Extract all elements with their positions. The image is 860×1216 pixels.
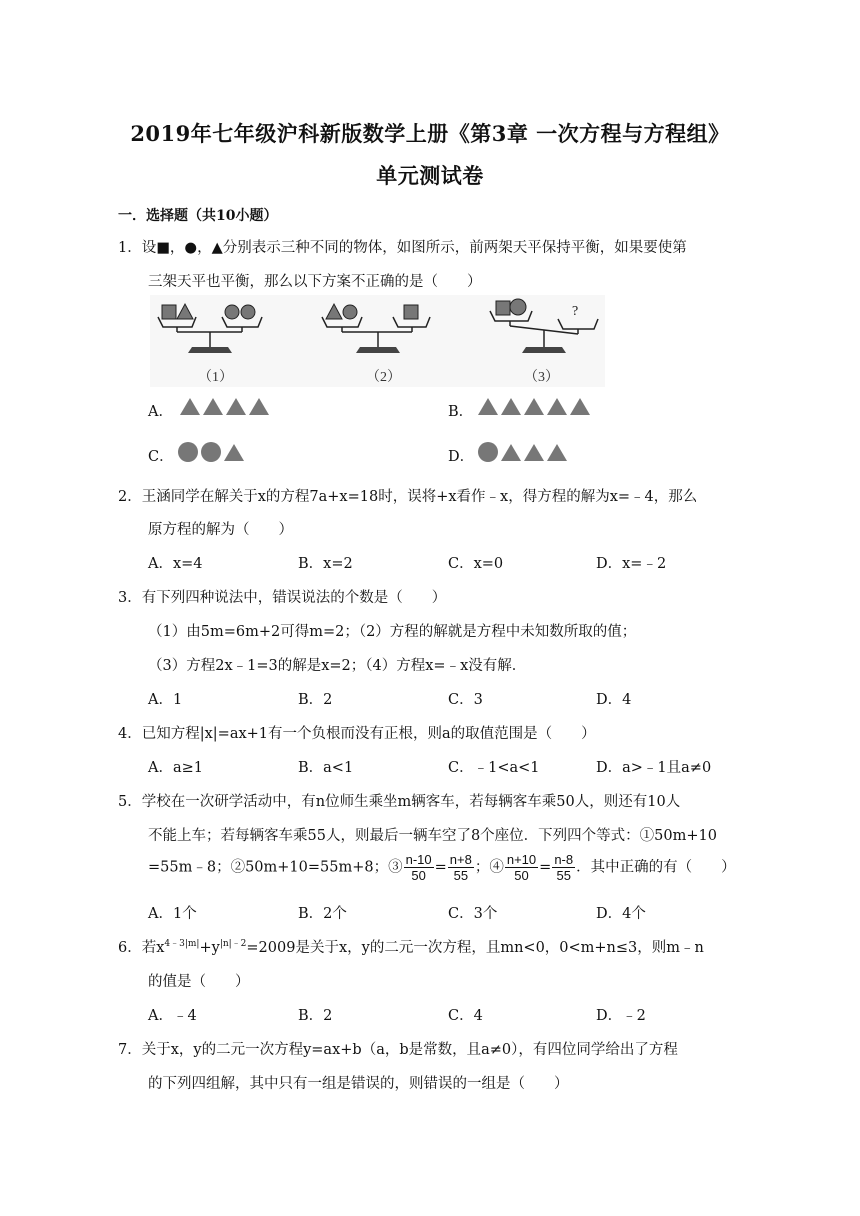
q2-line-2: 原方程的解为（ ） <box>148 522 293 538</box>
fraction-denominator: 55 <box>556 868 571 883</box>
fig-label-1: （1） <box>198 370 233 385</box>
q3-option-c: C．3 <box>448 692 483 708</box>
triangle-icon <box>524 398 544 415</box>
fraction-3-left <box>404 852 434 883</box>
q1-option-c-shapes <box>178 442 244 462</box>
fig-label-3: （3） <box>524 370 559 385</box>
q6-pre: 6．若x <box>118 940 165 956</box>
q5-option-d: D．4个 <box>596 906 646 922</box>
balance-scales-illustration <box>150 295 605 387</box>
q1-option-a-label: A． <box>148 404 173 420</box>
equals-sign: = <box>434 859 447 876</box>
q4-option-a: A．a≥1 <box>148 760 203 776</box>
q1-option-b-shapes <box>478 398 590 415</box>
fraction-denominator: 55 <box>453 868 469 883</box>
q5-option-b: B．2个 <box>298 906 347 922</box>
q6-option-c: C．4 <box>448 1008 483 1024</box>
q4-line-1: 4．已知方程|x|=ax+1有一个负根而没有正根，则a的取值范围是（ ） <box>118 726 596 742</box>
q6-option-d: D．﹣2 <box>596 1008 646 1024</box>
q5-line-3-start: =55m﹣8；②50m+10=55m+8；③ <box>148 859 403 876</box>
q5-line-3 <box>148 852 736 883</box>
q5-option-a: A．1个 <box>148 906 197 922</box>
q6-option-b: B．2 <box>298 1008 333 1024</box>
fraction-numerator: n-8 <box>554 852 574 867</box>
triangle-icon <box>501 398 521 415</box>
q5-option-c: C．3个 <box>448 906 498 922</box>
q6-line-1 <box>118 936 704 957</box>
q5-line-3-end: ．其中正确的有（ ） <box>576 859 736 876</box>
q3-line-3: （3）方程2x﹣1=3的解是x=2；（4）方程x=﹣x没有解． <box>148 658 527 674</box>
fraction-4-left <box>505 852 538 883</box>
q4-option-d: D．a>﹣1且a≠0 <box>596 760 712 776</box>
q3-line-1: 3．有下列四种说法中，错误说法的个数是（ ） <box>118 590 447 606</box>
title-line-1: 2019年七年级沪科新版数学上册《第3章 一次方程与方程组》 <box>130 121 730 146</box>
equals-sign: = <box>539 859 552 876</box>
balance-figure <box>150 295 605 387</box>
fraction-numerator: n-10 <box>405 852 432 867</box>
q2-option-b: B．x=2 <box>298 556 353 572</box>
q2-line-1: 2．王涵同学在解关于x的方程7a+x=18时，误将+x看作﹣x，得方程的解为x=﹣4，那么 <box>118 489 698 505</box>
fraction-4-right <box>552 852 575 883</box>
q5-line-1: 5．学校在一次研学活动中，有n位师生乘坐m辆客车，若每辆客车乘50人，则还有10人 <box>118 794 681 810</box>
q4-option-c: C．﹣1<a<1 <box>448 760 540 776</box>
q1-option-d-shapes <box>478 442 567 462</box>
q2-option-a: A．x=4 <box>148 556 203 572</box>
q6-exponent-1: 4﹣3|m| <box>164 939 200 950</box>
triangle-icon <box>478 398 498 415</box>
q6-option-a: A．﹣4 <box>148 1008 197 1024</box>
q4-option-b: B．a<1 <box>298 760 354 776</box>
circle-icon <box>201 442 221 462</box>
q6-mid: +y <box>199 940 220 956</box>
q3-option-d: D．4 <box>596 692 632 708</box>
q2-option-c: C．x=0 <box>448 556 504 572</box>
fraction-denominator: 50 <box>411 868 426 883</box>
separator: ；④ <box>474 859 504 876</box>
question-mark: ? <box>572 304 579 319</box>
q1-option-a-shapes <box>180 398 269 415</box>
triangle-icon <box>501 444 521 461</box>
triangle-icon <box>547 444 567 461</box>
q6-post: =2009是关于x，y的二元一次方程，且mn<0，0<m+n≤3，则m﹣n <box>246 940 704 956</box>
q3-option-a: A．1 <box>148 692 183 708</box>
section-heading: 一．选择题（共10小题） <box>118 208 278 224</box>
triangle-icon <box>547 398 567 415</box>
triangle-icon <box>226 398 246 415</box>
title-line-2: 单元测试卷 <box>376 163 484 188</box>
circle-icon <box>178 442 198 462</box>
triangle-icon <box>524 444 544 461</box>
fig-label-2: （2） <box>366 370 401 385</box>
q1-option-c-label: C． <box>148 449 174 465</box>
q7-line-2: 的下列四组解，其中只有一组是错误的，则错误的一组是（ ） <box>148 1076 569 1092</box>
q1-line-2: 三架天平也平衡，那么以下方案不正确的是（ ） <box>148 274 482 290</box>
q1-line-1: 1．设■，●，▲分别表示三种不同的物体，如图所示，前两架天平保持平衡，如果要使第 <box>118 240 687 256</box>
q3-line-2: （1）由5m=6m+2可得m=2；（2）方程的解就是方程中未知数所取的值； <box>148 624 637 640</box>
q5-line-2: 不能上车；若每辆客车乘55人，则最后一辆车空了8个座位．下列四个等式：①50m+10 <box>148 828 717 844</box>
triangle-icon <box>224 444 244 461</box>
q1-option-d-label: D． <box>448 449 475 465</box>
q3-option-b: B．2 <box>298 692 333 708</box>
q2-option-d: D．x=﹣2 <box>596 556 667 572</box>
q7-line-1: 7．关于x，y的二元一次方程y=ax+b（a，b是常数，且a≠0），有四位同学给出了方程 <box>118 1042 678 1058</box>
fraction-numerator: n+10 <box>506 852 537 867</box>
q1-option-b-label: B． <box>448 404 474 420</box>
q6-exponent-2: |n|﹣2 <box>219 939 247 950</box>
fraction-numerator: n+8 <box>449 852 472 867</box>
triangle-icon <box>203 398 223 415</box>
triangle-icon <box>180 398 200 415</box>
triangle-icon <box>570 398 590 415</box>
fraction-denominator: 50 <box>514 868 529 883</box>
fraction-3-right <box>448 852 474 883</box>
triangle-icon <box>249 398 269 415</box>
circle-icon <box>478 442 498 462</box>
q6-line-2: 的值是（ ） <box>148 974 250 990</box>
